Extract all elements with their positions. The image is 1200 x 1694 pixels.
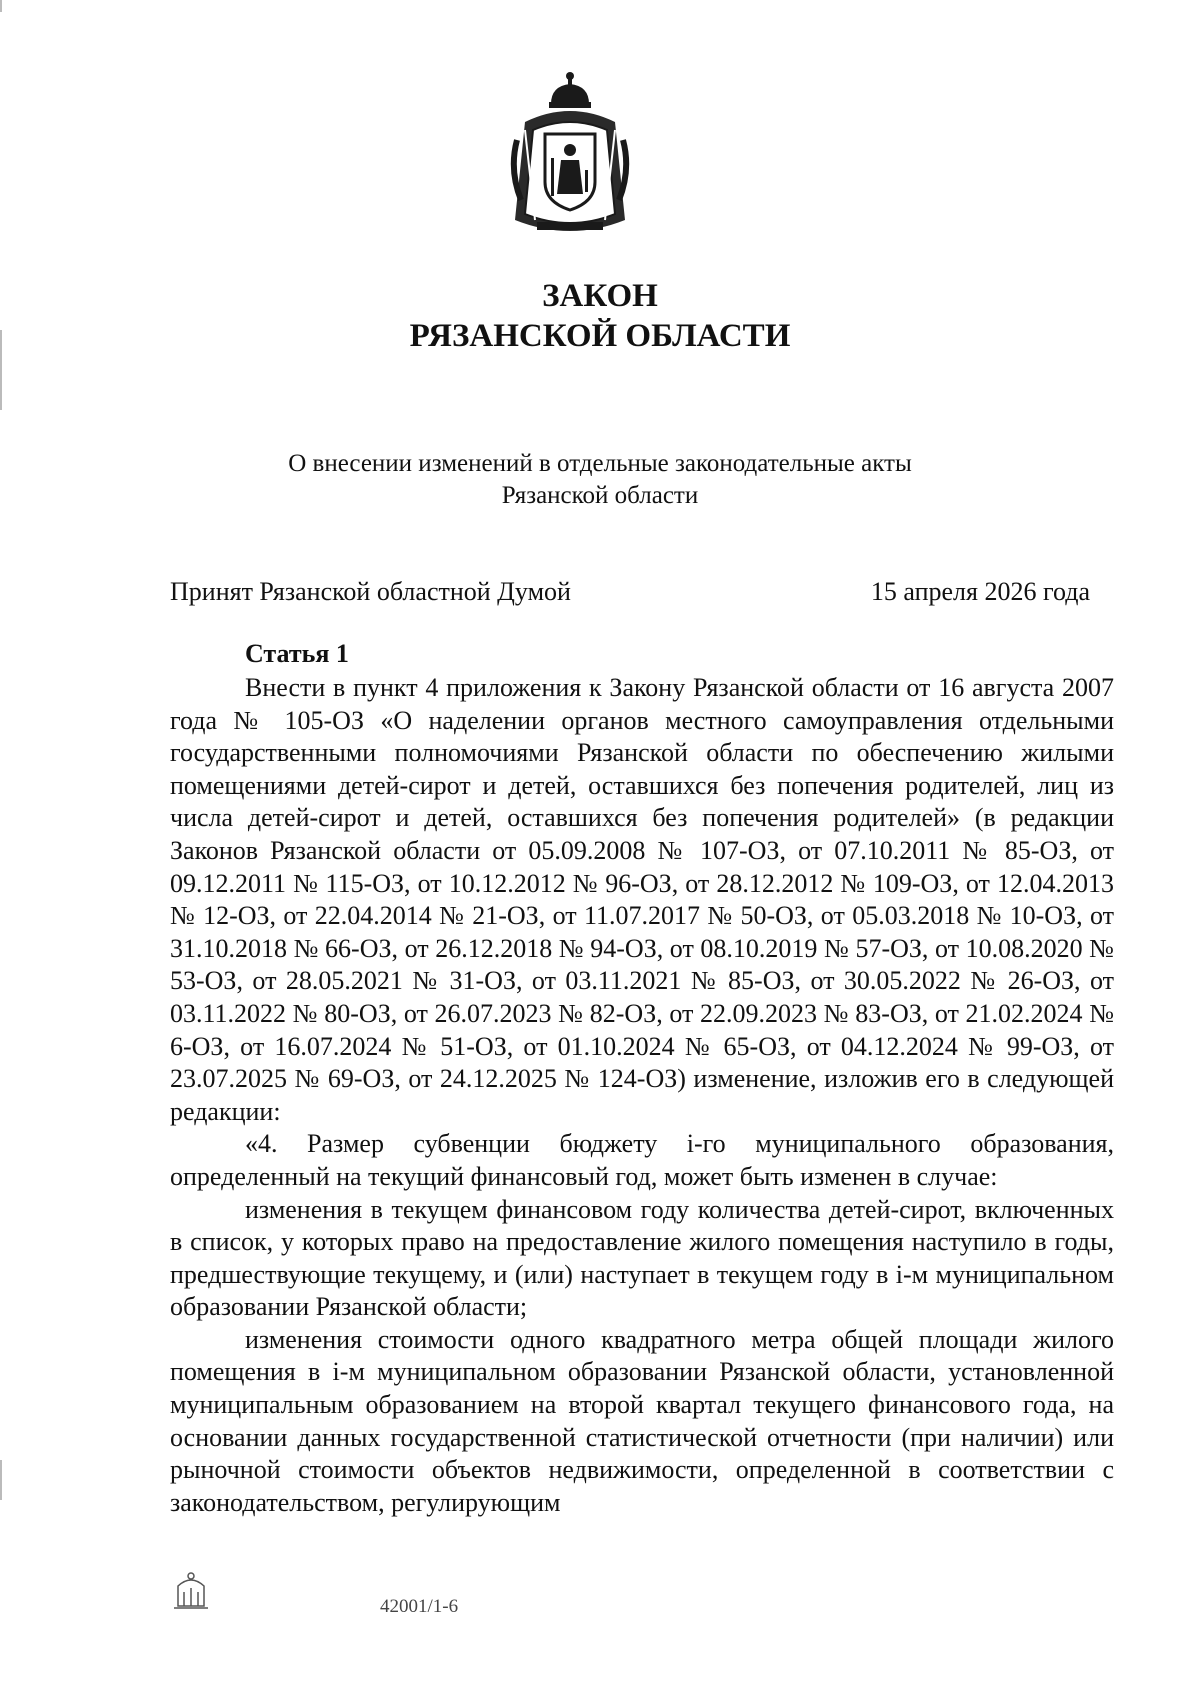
document-title-region: РЯЗАНСКОЙ ОБЛАСТИ xyxy=(409,318,791,354)
coat-of-arms-icon xyxy=(507,70,633,242)
article-paragraph: изменения в текущем финансовом году количества детей-сирот, включенных в список, у которых право на предоставление жилого помещения наступило в годы, предшествующие текущему, и (или) наступает в текущем году в i-м муниципальном образовании Рязанской области; xyxy=(170,1194,1114,1322)
adopted-by: Принят Рязанской областной Думой xyxy=(170,577,571,606)
scan-edge-mark xyxy=(0,0,2,12)
article-title: Статья 1 xyxy=(245,639,349,668)
article-paragraph: Внести в пункт 4 приложения к Закону Рязанской области от 16 августа 2007 года № 105-ОЗ «О наделении органов местного самоуправления отдельными государственными полномочиями Рязанской области по обеспечению жилыми помещениями детей-сирот и детей, оставшихся без попечения родителей, лиц из числа детей-сирот и детей, оставшихся без попечения родителей» (в редакции Законов Рязанской области от 05.09.2008 № 107-ОЗ, от 07.10.2011 № 85-ОЗ, от 09.12.2011 № 115-ОЗ, от 10.12.2012 № 96-ОЗ, от 28.12.2012 № 109-ОЗ, от 12.04.2013 № 12-ОЗ, от 22.04.2014 № 21-ОЗ, от 11.07.2017 № 50-ОЗ, от 05.03.2018 № 10-ОЗ, от 31.10.2018 № 66-ОЗ, от 26.12.2018 № 94-ОЗ, от 08.10.2019 № 57-ОЗ, от 10.08.2020 № 53-ОЗ, от 28.05.2021 № 31-ОЗ, от 03.11.2021 № 85-ОЗ, от 30.05.2022 № 26-ОЗ, от 03.11.2022 № 80-ОЗ, от 26.07.2023 № 82-ОЗ, от 22.09.2023 № 83-ОЗ, от 21.02.2024 № 6-ОЗ, от 16.07.2024 № 51-ОЗ, от 01.10.2024 № 65-ОЗ, от 04.12.2024 № 99-ОЗ, от 23.07.2025 № 69-ОЗ, от 24.12.2025 № 124-ОЗ) изменение, изложив его в следующей редакции: xyxy=(170,673,1114,1126)
document-subtitle-continued: Рязанской области xyxy=(501,482,699,509)
article-body xyxy=(170,672,1114,1519)
document-subtitle: О внесении изменений в отдельные законодательные акты xyxy=(288,450,912,477)
adoption-date: 15 апреля 2026 года xyxy=(870,577,1090,606)
document-title: ЗАКОН xyxy=(542,278,658,314)
printing-house-logo-icon xyxy=(170,1568,212,1612)
article-paragraph: «4. Размер субвенции бюджету i-го муниципального образования, определенный на текущий финансовый год, может быть изменен в случае: xyxy=(170,1129,1114,1191)
article-paragraph: изменения стоимости одного квадратного метра общей площади жилого помещения в i-м муниципальном образовании Рязанской области, установленной муниципальным образованием на второй квартал текущего финансового года, на основании данных государственной статистической отчетности (при наличии) или рыночной стоимости объектов недвижимости, определенной в соответствии с законодательством, регулирующим xyxy=(170,1324,1114,1517)
document-code: 42001/1-6 xyxy=(380,1596,459,1617)
scan-edge-mark xyxy=(0,1460,2,1500)
